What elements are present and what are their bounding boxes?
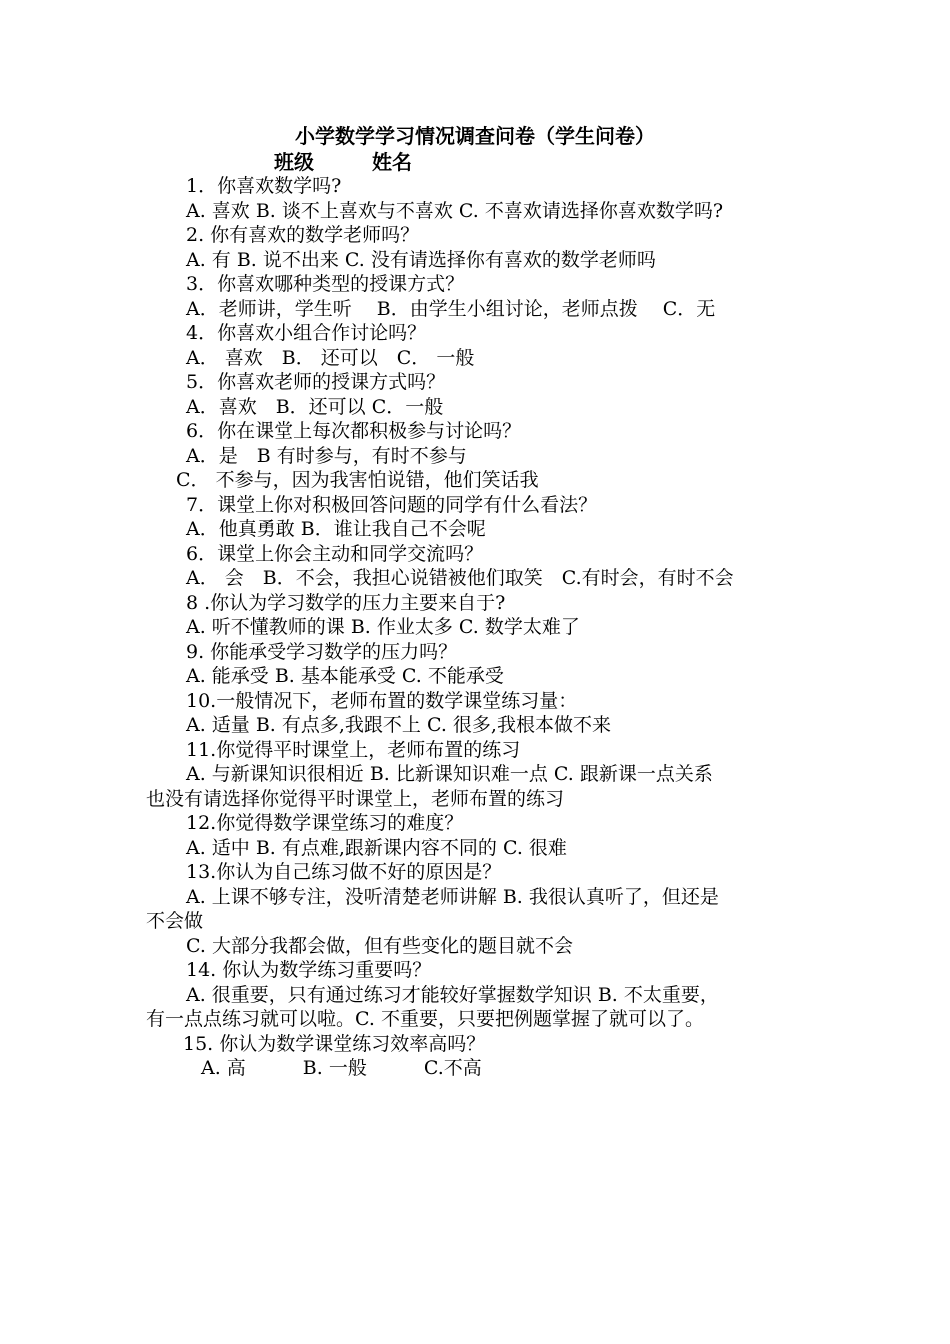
question-line: 15. 你认为数学课堂练习效率高吗？ xyxy=(183,1032,486,1055)
question-line: 14. 你认为数学练习重要吗？ xyxy=(186,959,432,981)
question-line: A．是 B 有时参与，有时不参与 xyxy=(186,444,467,467)
question-line: 也没有请选择你觉得平时课堂上，老师布置的练习 xyxy=(146,787,565,810)
question-line: 不会做 xyxy=(146,910,204,932)
name-label: 姓名 xyxy=(372,150,412,174)
question-list xyxy=(0,174,950,1081)
question-line: A． 会 B．不会，我担心说错被他们取笑 C.有时会，有时不会 xyxy=(186,567,734,589)
question-line: 11.你觉得平时课堂上，老师布置的练习 xyxy=(186,738,521,761)
question-line: A．他真勇敢 B．谁让我自己不会呢 xyxy=(186,518,486,540)
question-line: A. 适量 B. 有点多,我跟不上 C. 很多,我根本做不来 xyxy=(186,714,611,736)
question-line: A. 适中 B. 有点难,跟新课内容不同的 C. 很难 xyxy=(186,836,567,859)
question-line: 7．课堂上你对积极回答问题的同学有什么看法？ xyxy=(186,493,598,516)
question-line: 6．课堂上你会主动和同学交流吗？ xyxy=(186,542,484,565)
question-line: 12.你觉得数学课堂练习的难度？ xyxy=(186,812,464,834)
question-line: 4．你喜欢小组合作讨论吗？ xyxy=(186,322,427,344)
question-line: A. 喜欢 B. 谈不上喜欢与不喜欢 C. 不喜欢请选择你喜欢数学吗? xyxy=(186,199,724,222)
class-label: 班级 xyxy=(274,150,314,174)
question-line: A. 与新课知识很相近 B. 比新课知识难一点 C. 跟新课一点关系 xyxy=(186,763,713,785)
question-line: A. 高 B. 一般 C.不高 xyxy=(201,1057,482,1079)
question-line: C． 不参与，因为我害怕说错，他们笑话我 xyxy=(176,469,539,491)
question-line: 5．你喜欢老师的授课方式吗？ xyxy=(186,371,446,393)
question-line: A． 喜欢 B． 还可以 C． 一般 xyxy=(186,346,475,369)
question-line: A. 上课不够专注，没听清楚老师讲解 B. 我很认真听了，但还是 xyxy=(186,885,719,908)
question-line: A. 听不懂教师的课 B. 作业太多 C. 数学太难了 xyxy=(186,616,580,638)
question-line: 8 .你认为学习数学的压力主要来自于? xyxy=(186,591,506,614)
question-line: 10.一般情况下，老师布置的数学课堂练习量： xyxy=(186,689,578,712)
question-line: 6．你在课堂上每次都积极参与讨论吗？ xyxy=(186,420,522,442)
question-line: A．老师讲，学生听 B．由学生小组讨论，老师点拨 C．无 xyxy=(186,297,716,320)
question-line: A．喜欢 B．还可以 C．一般 xyxy=(186,395,444,418)
question-line: 有一点点练习就可以啦。C. 不重要，只要把例题掌握了就可以了。 xyxy=(146,1008,704,1030)
question-line: A. 能承受 B. 基本能承受 C. 不能承受 xyxy=(186,665,504,687)
question-line: 3．你喜欢哪种类型的授课方式？ xyxy=(186,273,465,295)
document-title: 小学数学学习情况调查问卷（学生问卷） xyxy=(295,124,655,148)
class-name-line xyxy=(274,149,412,175)
question-line: C. 大部分我都会做，但有些变化的题目就不会 xyxy=(186,934,573,957)
question-line: A. 有 B. 说不出来 C. 没有请选择你有喜欢的数学老师吗 xyxy=(186,248,656,271)
question-line: 9. 你能承受学习数学的压力吗？ xyxy=(186,640,458,663)
question-line: 2. 你有喜欢的数学老师吗？ xyxy=(186,224,420,246)
question-line: A. 很重要，只有通过练习才能较好掌握数学知识 B. 不太重要， xyxy=(186,983,719,1006)
question-line: 1．你喜欢数学吗? xyxy=(186,175,342,197)
question-line: 13.你认为自己练习做不好的原因是？ xyxy=(186,861,502,883)
